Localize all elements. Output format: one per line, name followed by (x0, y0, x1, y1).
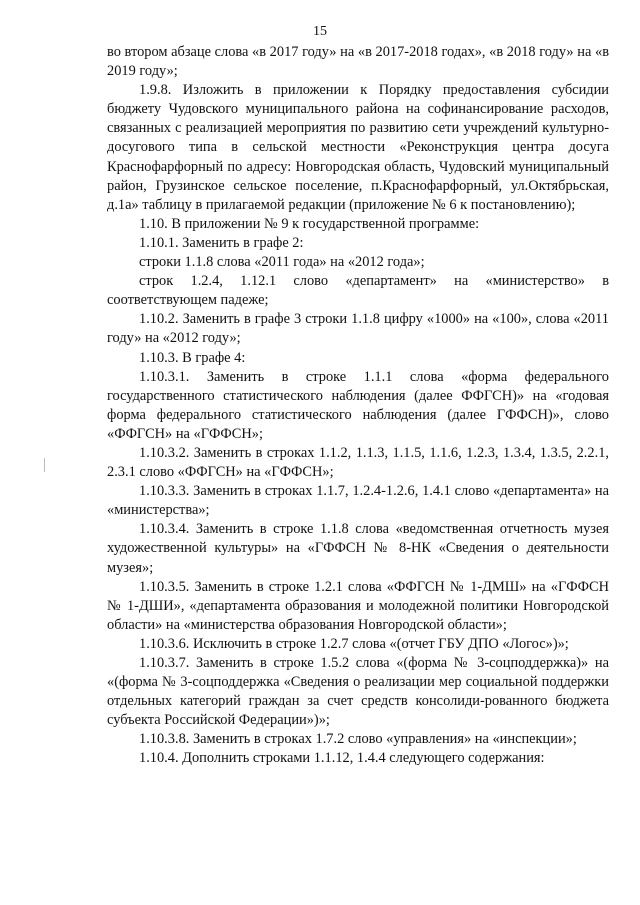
paragraph: 1.10.3.5. Заменить в строке 1.2.1 слова «ФФГСН № 1-ДМШ» на «ГФФСН № 1-ДШИ», «департамента образования и молодежной политики Новгородской области» на «министерства образования Новгородской области»; (107, 578, 609, 633)
paragraph: во втором абзаце слова «в 2017 году» на «в 2017-2018 годах», «в 2018 году» на «в 2019 году»; (107, 44, 609, 80)
page-number: 15 (313, 24, 327, 39)
document-body (107, 43, 609, 769)
paragraph: 1.10.3.7. Заменить в строке 1.5.2 слова «(форма № 3-соцподдержка)» на «(форма № 3-соцподдержка «Сведения о реализации мер социальной поддержки отдельных категорий граждан за счет средств консолиди-рованного бюджета субъекта Российской Федерации»)»; (107, 655, 609, 729)
paragraph: 1.10.3.8. Заменить в строках 1.7.2 слово «управления» на «инспекции»; (139, 731, 577, 748)
paragraph: 1.10.1. Заменить в графе 2: (139, 234, 304, 251)
paragraph: строк 1.2.4, 1.12.1 слово «департамент» на «министерство» в соответствующем падеже; (107, 273, 609, 309)
paragraph: строки 1.1.8 слова «2011 года» на «2012 года»; (139, 254, 425, 271)
paragraph: 1.10. В приложении № 9 к государственной программе: (139, 215, 480, 232)
paragraph: 1.9.8. Изложить в приложении к Порядку предоставления субсидии бюджету Чудовского муниципального района на софинансирование расходов, связанных с реализацией мероприятия по развитию сети учреждений культурно-досугового типа в сельской местности «Реконструкция центра досуга Краснофарфорный по адресу: Новгородская область, Чудовский муниципальный район, Грузинское сельское поселение, п.Краснофарфорный, ул.Октябрьская, д.1а» таблицу в прилагаемой редакции (приложение № 6 к постановлению); (107, 82, 609, 213)
paragraph: 1.10.3.4. Заменить в строке 1.1.8 слова «ведомственная отчетность музея художественной культуры» на «ГФФСН № 8-НК «Сведения о деятельности музея»; (107, 521, 609, 576)
paragraph: 1.10.2. Заменить в графе 3 строки 1.1.8 цифру «1000» на «100», слова «2011 году» на «2012 году»; (107, 311, 609, 347)
paragraph: 1.10.3.1. Заменить в строке 1.1.1 слова «форма федерального государственного статистического наблюдения (далее ФФГСН)» на «годовая форма федерального статистического наблюдения (далее ГФФСН)», слово «ФФГСН» на «ГФФСН»; (107, 368, 609, 442)
paragraph: 1.10.4. Дополнить строками 1.1.12, 1.4.4 следующего содержания: (139, 750, 545, 767)
paragraph: 1.10.3.2. Заменить в строках 1.1.2, 1.1.3, 1.1.5, 1.1.6, 1.2.3, 1.3.4, 1.3.5, 2.2.1, 2.3.1 слово «ФФГСН» на «ГФФСН»; (107, 444, 609, 481)
paragraph: 1.10.3.3. Заменить в строках 1.1.7, 1.2.4-1.2.6, 1.4.1 слово «департамента» на «министерства»; (107, 483, 609, 519)
paragraph: 1.10.3. В графе 4: (139, 349, 246, 366)
paragraph: 1.10.3.6. Исключить в строке 1.2.7 слова «(отчет ГБУ ДПО «Логос»)»; (139, 635, 569, 652)
margin-mark (44, 458, 45, 472)
